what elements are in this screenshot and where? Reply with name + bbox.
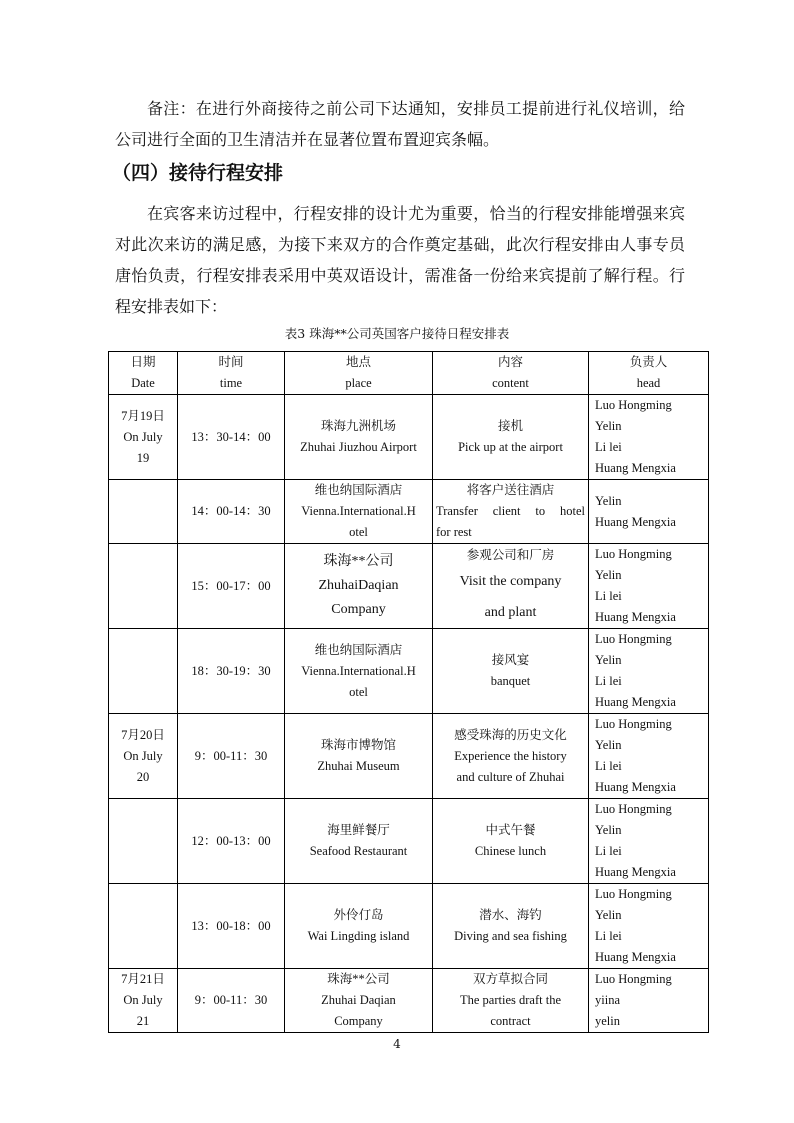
cell-place: 珠海**公司 ZhuhaiDaqian Company [285, 544, 433, 629]
cell-date [109, 480, 178, 544]
section-heading: （四）接待行程安排 [112, 162, 284, 184]
cell-time: 9：00-11：30 [178, 714, 285, 799]
cell-time: 12：00-13：00 [178, 799, 285, 884]
header-time: 时间 time [178, 352, 285, 395]
cell-heads: Luo Hongming Yelin Li lei Huang Mengxia [589, 714, 709, 799]
cell-heads: Luo Hongming Yelin Li lei Huang Mengxia [589, 799, 709, 884]
cell-time: 9：00-11：30 [178, 969, 285, 1033]
table-caption: 表3 珠海**公司英国客户接待日程安排表 [284, 326, 510, 341]
cell-heads: Luo Hongming yiina yelin [589, 969, 709, 1033]
cell-date [109, 544, 178, 629]
cell-heads: Luo Hongming Yelin Li lei Huang Mengxia [589, 629, 709, 714]
cell-content: 接风宴 banquet [433, 629, 589, 714]
header-content: 内容 content [433, 352, 589, 395]
cell-content: 感受珠海的历史文化 Experience the history and culture of Zhuhai [433, 714, 589, 799]
cell-place: 维也纳国际酒店 Vienna.International.H otel [285, 480, 433, 544]
cell-time: 13：30-14：00 [178, 395, 285, 480]
cell-place: 珠海**公司 Zhuhai Daqian Company [285, 969, 433, 1033]
cell-content: 中式午餐 Chinese lunch [433, 799, 589, 884]
table-row [109, 544, 709, 629]
cell-content: 潜水、海钓 Diving and sea fishing [433, 884, 589, 969]
table-row [109, 969, 709, 1033]
cell-heads: Luo Hongming Yelin Li lei Huang Mengxia [589, 884, 709, 969]
cell-date: 7月19日 On July 19 [109, 395, 178, 480]
cell-place: 海里鲜餐厅 Seafood Restaurant [285, 799, 433, 884]
cell-content: 接机 Pick up at the airport [433, 395, 589, 480]
cell-date: 7月21日 On July 21 [109, 969, 178, 1033]
cell-place: 外伶仃岛 Wai Lingding island [285, 884, 433, 969]
schedule-table [108, 351, 709, 1033]
cell-date [109, 629, 178, 714]
cell-place: 维也纳国际酒店 Vienna.International.H otel [285, 629, 433, 714]
cell-date: 7月20日 On July 20 [109, 714, 178, 799]
table-row [109, 884, 709, 969]
intro-paragraph: 在宾客来访过程中，行程安排的设计尤为重要，恰当的行程安排能增强来宾对此次来访的满足感，为接下来双方的合作奠定基础，此次行程安排由人事专员唐怡负责，行程安排表采用中英双语设计，需准备一份给来宾提前了解行程。行程安排表如下： [115, 204, 685, 316]
cell-heads: Luo Hongming Yelin Li lei Huang Mengxia [589, 544, 709, 629]
note-paragraph: 备注：在进行外商接待之前公司下达通知，安排员工提前进行礼仪培训，给公司进行全面的卫生清洁并在显著位置布置迎宾条幅。 [115, 99, 685, 149]
table-row [109, 714, 709, 799]
cell-date [109, 884, 178, 969]
cell-heads: Yelin Huang Mengxia [589, 480, 709, 544]
cell-place: 珠海市博物馆 Zhuhai Museum [285, 714, 433, 799]
cell-content: 双方草拟合同 The parties draft the contract [433, 969, 589, 1033]
page-number: 4 [393, 1037, 401, 1051]
table-row [109, 799, 709, 884]
table-row [109, 629, 709, 714]
cell-place: 珠海九洲机场 Zhuhai Jiuzhou Airport [285, 395, 433, 480]
table-row [109, 480, 709, 544]
header-place: 地点 place [285, 352, 433, 395]
cell-time: 15：00-17：00 [178, 544, 285, 629]
cell-time: 18：30-19：30 [178, 629, 285, 714]
table-row [109, 395, 709, 480]
header-date: 日期 Date [109, 352, 178, 395]
cell-time: 13：00-18：00 [178, 884, 285, 969]
header-head: 负责人 head [589, 352, 709, 395]
cell-date [109, 799, 178, 884]
cell-content: 参观公司和厂房 Visit the company and plant [433, 544, 589, 629]
cell-content: 将客户送往酒店 Transfer client to hotel for rest [433, 480, 589, 544]
cell-heads: Luo Hongming Yelin Li lei Huang Mengxia [589, 395, 709, 480]
table-header-row [109, 352, 709, 395]
cell-time: 14：00-14：30 [178, 480, 285, 544]
